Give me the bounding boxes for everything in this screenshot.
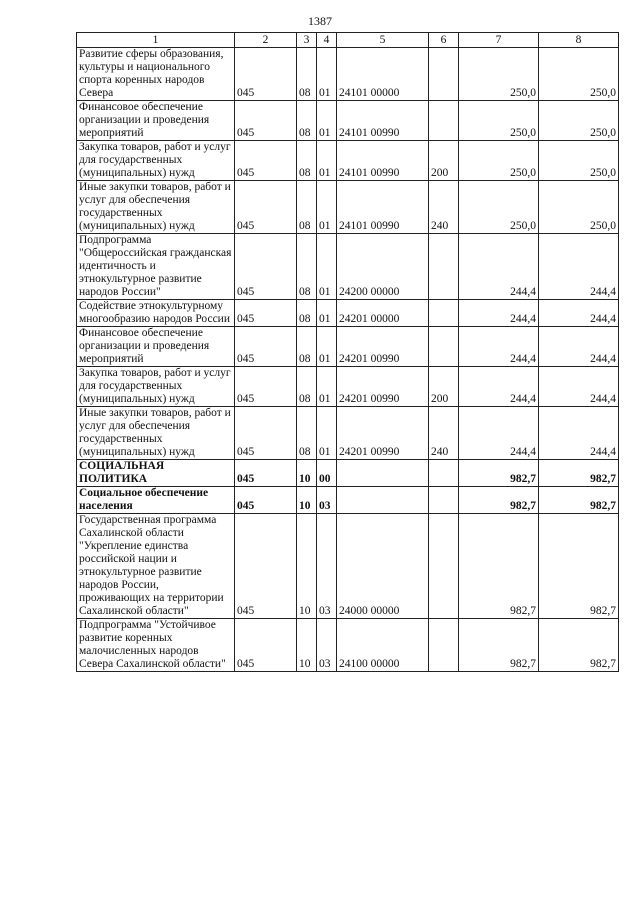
admin-code-cell: 045 bbox=[235, 234, 297, 300]
table-header-row bbox=[77, 33, 619, 48]
page-number: 1387 bbox=[308, 14, 332, 28]
table-row bbox=[77, 367, 619, 407]
table-row bbox=[77, 300, 619, 327]
amount-col7-cell: 250,0 bbox=[459, 181, 539, 234]
admin-code-cell: 045 bbox=[235, 101, 297, 141]
target-article-cell: 24101 00990 bbox=[337, 181, 429, 234]
amount-col7-cell: 244,4 bbox=[459, 300, 539, 327]
target-article-cell: 24101 00000 bbox=[337, 48, 429, 101]
section-code-cell: 10 bbox=[297, 487, 317, 514]
target-article-cell: 24201 00990 bbox=[337, 367, 429, 407]
target-article-cell: 24200 00000 bbox=[337, 234, 429, 300]
amount-col8-cell: 250,0 bbox=[539, 48, 619, 101]
admin-code-cell: 045 bbox=[235, 487, 297, 514]
admin-code-cell: 045 bbox=[235, 514, 297, 619]
amount-col7-cell: 250,0 bbox=[459, 101, 539, 141]
header-cell: 4 bbox=[317, 33, 337, 48]
amount-col7-cell: 982,7 bbox=[459, 460, 539, 487]
target-article-cell: 24201 00990 bbox=[337, 327, 429, 367]
subsection-code-cell: 01 bbox=[317, 141, 337, 181]
expense-type-cell bbox=[429, 487, 459, 514]
amount-col8-cell: 244,4 bbox=[539, 327, 619, 367]
subsection-code-cell: 01 bbox=[317, 181, 337, 234]
section-code-cell: 08 bbox=[297, 300, 317, 327]
section-code-cell: 08 bbox=[297, 367, 317, 407]
expense-type-cell: 240 bbox=[429, 407, 459, 460]
section-code-cell: 08 bbox=[297, 141, 317, 181]
amount-col7-cell: 244,4 bbox=[459, 234, 539, 300]
subsection-code-cell: 01 bbox=[317, 101, 337, 141]
subsection-code-cell: 01 bbox=[317, 48, 337, 101]
row-name-cell: Иные закупки товаров, работ и услуг для обеспечения государственных (муниципальных) нужд bbox=[77, 181, 235, 234]
admin-code-cell: 045 bbox=[235, 300, 297, 327]
table-row bbox=[77, 460, 619, 487]
target-article-cell bbox=[337, 487, 429, 514]
target-article-cell: 24201 00000 bbox=[337, 300, 429, 327]
expense-type-cell bbox=[429, 460, 459, 487]
row-name-cell: Содействие этнокультурному многообразию народов России bbox=[77, 300, 235, 327]
section-code-cell: 08 bbox=[297, 234, 317, 300]
table-row bbox=[77, 327, 619, 367]
expense-type-cell bbox=[429, 514, 459, 619]
header-cell: 8 bbox=[539, 33, 619, 48]
amount-col7-cell: 250,0 bbox=[459, 48, 539, 101]
header-cell: 6 bbox=[429, 33, 459, 48]
amount-col7-cell: 982,7 bbox=[459, 514, 539, 619]
admin-code-cell: 045 bbox=[235, 367, 297, 407]
expense-type-cell bbox=[429, 101, 459, 141]
expense-type-cell: 240 bbox=[429, 181, 459, 234]
admin-code-cell: 045 bbox=[235, 327, 297, 367]
amount-col7-cell: 244,4 bbox=[459, 327, 539, 367]
expense-type-cell bbox=[429, 327, 459, 367]
section-code-cell: 08 bbox=[297, 181, 317, 234]
amount-col8-cell: 244,4 bbox=[539, 407, 619, 460]
expense-type-cell bbox=[429, 48, 459, 101]
expense-type-cell bbox=[429, 619, 459, 672]
amount-col8-cell: 244,4 bbox=[539, 234, 619, 300]
admin-code-cell: 045 bbox=[235, 141, 297, 181]
header-cell: 5 bbox=[337, 33, 429, 48]
amount-col7-cell: 250,0 bbox=[459, 141, 539, 181]
section-code-cell: 10 bbox=[297, 514, 317, 619]
amount-col8-cell: 250,0 bbox=[539, 101, 619, 141]
row-name-cell: Финансовое обеспечение организации и проведения мероприятий bbox=[77, 327, 235, 367]
amount-col8-cell: 244,4 bbox=[539, 300, 619, 327]
target-article-cell: 24101 00990 bbox=[337, 101, 429, 141]
target-article-cell: 24101 00990 bbox=[337, 141, 429, 181]
section-code-cell: 08 bbox=[297, 327, 317, 367]
target-article-cell: 24201 00990 bbox=[337, 407, 429, 460]
row-name-cell: Социальное обеспечение населения bbox=[77, 487, 235, 514]
row-name-cell: Развитие сферы образования, культуры и национального спорта коренных народов Севера bbox=[77, 48, 235, 101]
row-name-cell: Государственная программа Сахалинской области "Укрепление единства российской нации и этнокультурное развитие народов России, проживающих на территории Сахалинской области" bbox=[77, 514, 235, 619]
subsection-code-cell: 03 bbox=[317, 487, 337, 514]
table-row bbox=[77, 487, 619, 514]
admin-code-cell: 045 bbox=[235, 460, 297, 487]
row-name-cell: Закупка товаров, работ и услуг для государственных (муниципальных) нужд bbox=[77, 367, 235, 407]
header-cell: 3 bbox=[297, 33, 317, 48]
amount-col8-cell: 982,7 bbox=[539, 460, 619, 487]
amount-col8-cell: 250,0 bbox=[539, 141, 619, 181]
amount-col8-cell: 250,0 bbox=[539, 181, 619, 234]
header-cell: 2 bbox=[235, 33, 297, 48]
subsection-code-cell: 00 bbox=[317, 460, 337, 487]
row-name-cell: Закупка товаров, работ и услуг для государственных (муниципальных) нужд bbox=[77, 141, 235, 181]
subsection-code-cell: 01 bbox=[317, 234, 337, 300]
table-row bbox=[77, 619, 619, 672]
target-article-cell: 24000 00000 bbox=[337, 514, 429, 619]
table-row bbox=[77, 514, 619, 619]
header-cell: 1 bbox=[77, 33, 235, 48]
amount-col7-cell: 982,7 bbox=[459, 487, 539, 514]
subsection-code-cell: 01 bbox=[317, 327, 337, 367]
expense-type-cell bbox=[429, 234, 459, 300]
subsection-code-cell: 03 bbox=[317, 514, 337, 619]
budget-table bbox=[76, 32, 619, 672]
row-name-cell: Подпрограмма "Общероссийская гражданская идентичность и этнокультурное развитие народов России" bbox=[77, 234, 235, 300]
subsection-code-cell: 01 bbox=[317, 407, 337, 460]
amount-col8-cell: 244,4 bbox=[539, 367, 619, 407]
admin-code-cell: 045 bbox=[235, 619, 297, 672]
target-article-cell bbox=[337, 460, 429, 487]
admin-code-cell: 045 bbox=[235, 407, 297, 460]
table-row bbox=[77, 141, 619, 181]
header-cell: 7 bbox=[459, 33, 539, 48]
section-code-cell: 08 bbox=[297, 101, 317, 141]
admin-code-cell: 045 bbox=[235, 181, 297, 234]
table-row bbox=[77, 181, 619, 234]
target-article-cell: 24100 00000 bbox=[337, 619, 429, 672]
table-row bbox=[77, 48, 619, 101]
row-name-cell: Подпрограмма "Устойчивое развитие коренных малочисленных народов Севера Сахалинской области" bbox=[77, 619, 235, 672]
section-code-cell: 08 bbox=[297, 48, 317, 101]
row-name-cell: Финансовое обеспечение организации и проведения мероприятий bbox=[77, 101, 235, 141]
row-name-cell: СОЦИАЛЬНАЯ ПОЛИТИКА bbox=[77, 460, 235, 487]
table-row bbox=[77, 234, 619, 300]
expense-type-cell bbox=[429, 300, 459, 327]
amount-col8-cell: 982,7 bbox=[539, 487, 619, 514]
subsection-code-cell: 03 bbox=[317, 619, 337, 672]
section-code-cell: 10 bbox=[297, 460, 317, 487]
expense-type-cell: 200 bbox=[429, 367, 459, 407]
amount-col8-cell: 982,7 bbox=[539, 514, 619, 619]
admin-code-cell: 045 bbox=[235, 48, 297, 101]
table-row bbox=[77, 101, 619, 141]
subsection-code-cell: 01 bbox=[317, 367, 337, 407]
table-row bbox=[77, 407, 619, 460]
amount-col8-cell: 982,7 bbox=[539, 619, 619, 672]
section-code-cell: 10 bbox=[297, 619, 317, 672]
row-name-cell: Иные закупки товаров, работ и услуг для обеспечения государственных (муниципальных) нужд bbox=[77, 407, 235, 460]
subsection-code-cell: 01 bbox=[317, 300, 337, 327]
expense-type-cell: 200 bbox=[429, 141, 459, 181]
amount-col7-cell: 244,4 bbox=[459, 407, 539, 460]
amount-col7-cell: 244,4 bbox=[459, 367, 539, 407]
section-code-cell: 08 bbox=[297, 407, 317, 460]
amount-col7-cell: 982,7 bbox=[459, 619, 539, 672]
table-body bbox=[77, 48, 619, 672]
